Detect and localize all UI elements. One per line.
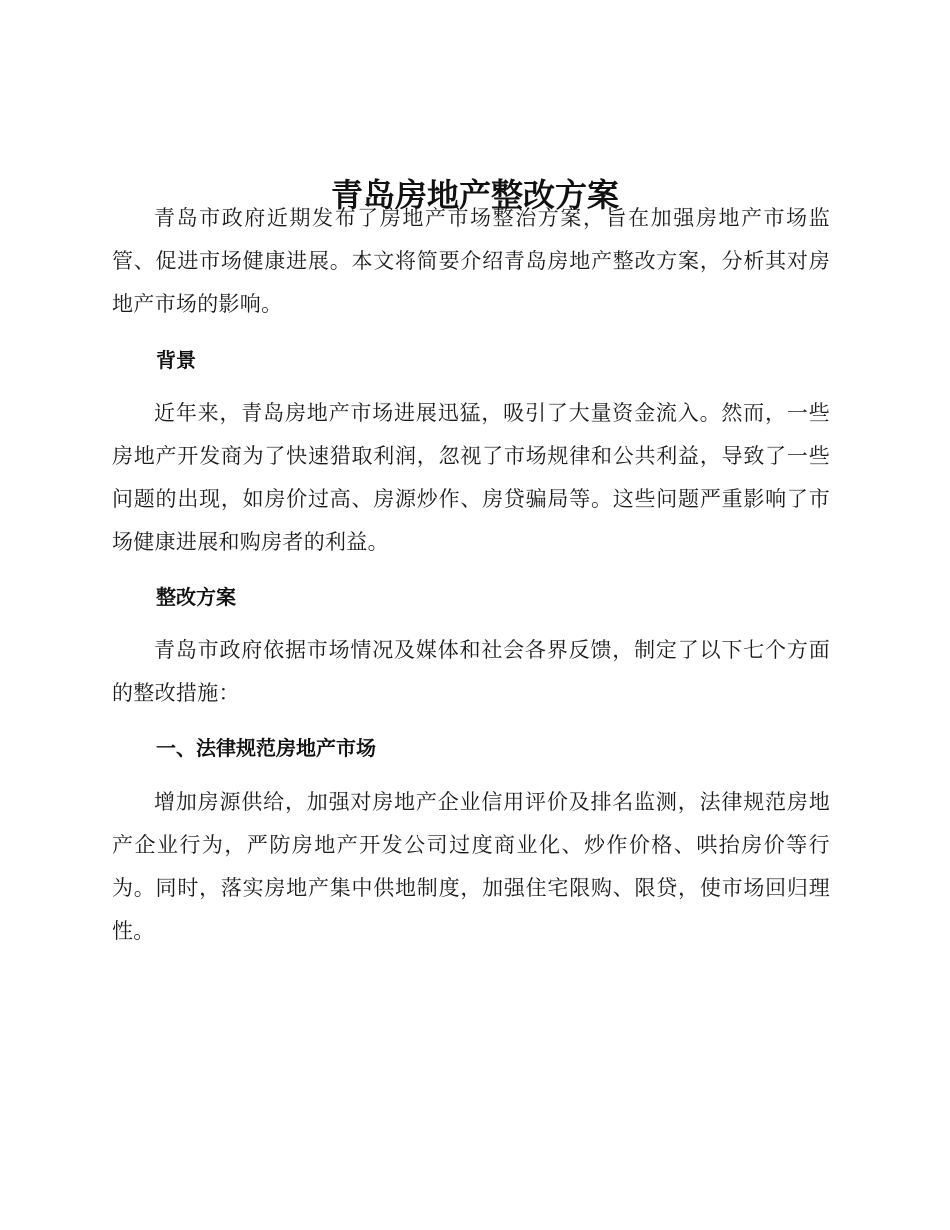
background-heading: 背景 <box>156 348 196 372</box>
intro-paragraph: 青岛市政府近期发布了房地产市场整治方案，旨在加强房地产市场监管、促进市场健康进展。本文将简要介绍青岛房地产整改方案，分析其对房地产市场的影响。 <box>112 206 830 316</box>
subsection-1-paragraph: 增加房源供给，加强对房地产企业信用评价及排名监测，法律规范房地产企业行为，严防房地产开发公司过度商业化、炒作价格、哄抬房价等行为。同时，落实房地产集中供地制度，加强住宅限购、限贷，使市场回归理性。 <box>112 790 830 943</box>
plan-paragraph: 青岛市政府依据市场情况及媒体和社会各界反馈，制定了以下七个方面的整改措施： <box>112 638 830 705</box>
document-title: 青岛房地产整改方案 <box>330 176 619 215</box>
plan-heading: 整改方案 <box>156 585 236 609</box>
background-paragraph: 近年来，青岛房地产市场进展迅猛，吸引了大量资金流入。然而，一些房地产开发商为了快速猎取利润，忽视了市场规律和公共利益，导致了一些问题的出现，如房价过高、房源炒作、房贷骗局等。这些问题严重影响了市场健康进展和购房者的利益。 <box>112 401 830 554</box>
subsection-1-heading: 一、法律规范房地产市场 <box>156 736 376 760</box>
